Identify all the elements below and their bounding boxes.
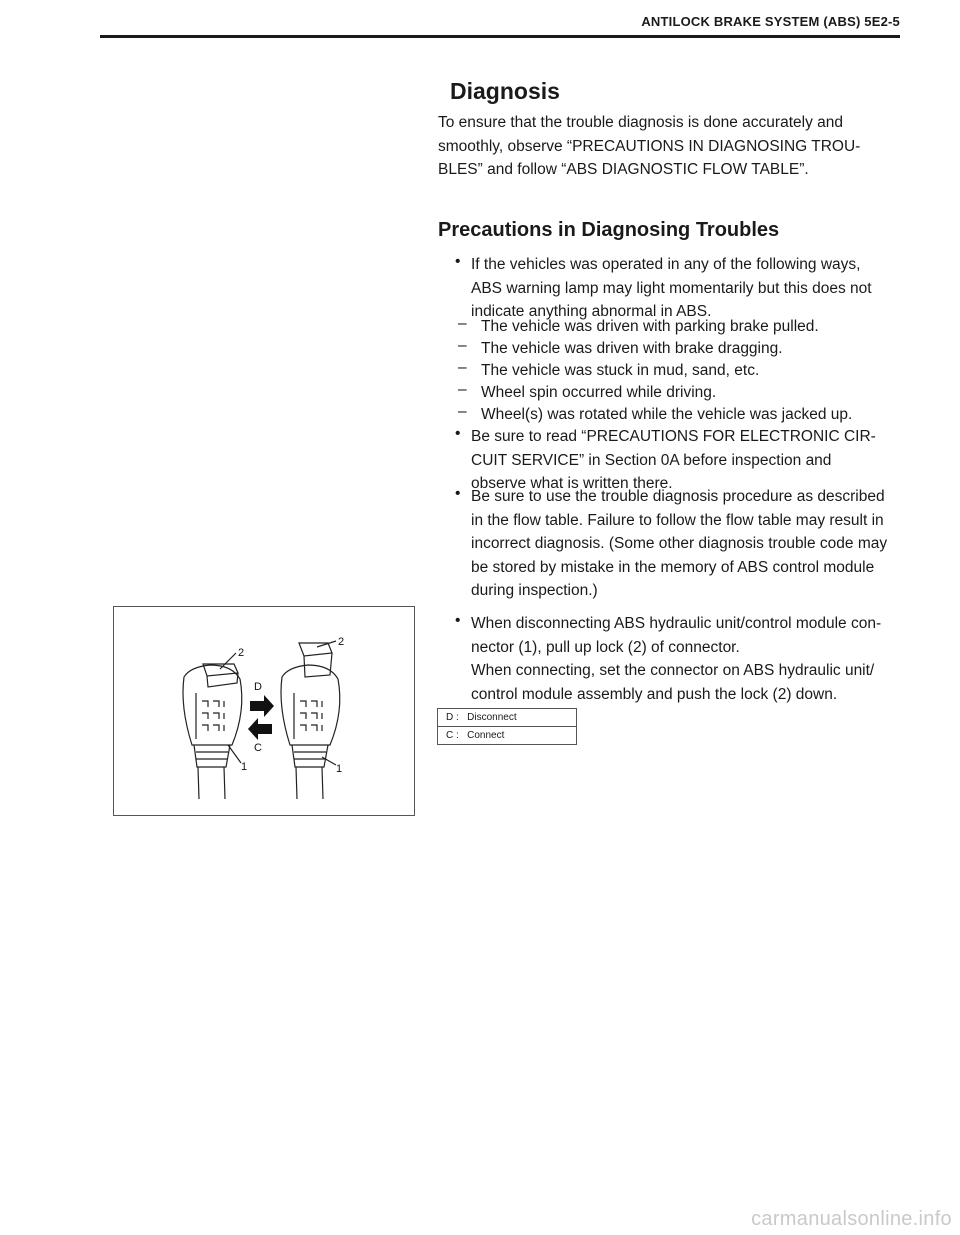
- legend-table: [437, 708, 577, 745]
- diagnosis-line-1: To ensure that the trouble diagnosis is done accurately and: [438, 114, 843, 131]
- dash-1-text: The vehicle was driven with parking brake pulled.: [481, 318, 819, 335]
- right-connector: [281, 643, 343, 799]
- bullet-4-line-4: control module assembly and push the lock (2) down.: [471, 685, 838, 703]
- label-conn-left: 1: [241, 761, 248, 773]
- section-heading-diagnosis: Diagnosis: [450, 78, 560, 104]
- arrow-connect-icon: [248, 718, 272, 740]
- bullet-3-line-2: in the flow table. Failure to follow the flow table may result in: [471, 511, 884, 529]
- header-rule: [100, 35, 900, 38]
- dash-2-text: The vehicle was driven with brake dragging.: [481, 340, 783, 357]
- label-conn-right: 1: [336, 763, 343, 775]
- legend-row-connect-cell: [438, 727, 577, 745]
- bullet-3-line-1: Be sure to use the trouble diagnosis procedure as described: [471, 488, 885, 505]
- diagnosis-line-3: BLES” and follow “ABS DIAGNOSTIC FLOW TABLE”.: [438, 161, 809, 178]
- arrow-disconnect-icon: [250, 695, 274, 717]
- label-lock-left: 2: [238, 647, 245, 659]
- connector-illustration: [113, 606, 415, 816]
- legend-row-disconnect: [438, 709, 577, 727]
- bullet-4-marker: •: [455, 612, 461, 629]
- connector-drawing: [114, 607, 414, 815]
- legend-value: Connect: [467, 730, 505, 741]
- page-header-title: ANTILOCK BRAKE SYSTEM (ABS) 5E2-5: [641, 14, 900, 29]
- section-heading-precautions: Precautions in Diagnosing Troubles: [438, 219, 780, 241]
- bullet-3-marker: •: [455, 485, 461, 502]
- dash-2-marker: –: [458, 337, 467, 354]
- bullet-1-line-3: indicate anything abnormal in ABS.: [471, 303, 712, 320]
- bullet-4-line-2: nector (1), pull up lock (2) of connector.: [471, 638, 740, 656]
- leader-lock-left: [220, 653, 236, 669]
- bullet-1-line-2: ABS warning lamp may light momentarily but this does not: [471, 279, 872, 297]
- label-lock-right: 2: [338, 636, 345, 648]
- bullet-2-line-1: Be sure to read “PRECAUTIONS FOR ELECTRONIC CIR-: [471, 428, 876, 445]
- dash-4-text: Wheel spin occurred while driving.: [481, 384, 717, 401]
- label-arrow-c: C: [254, 742, 262, 754]
- bullet-3-line-3: incorrect diagnosis. (Some other diagnosis trouble code may: [471, 535, 888, 552]
- leader-lock-right: [317, 641, 336, 647]
- diagnosis-line-2: smoothly, observe “PRECAUTIONS IN DIAGNOSING TROU-: [438, 137, 861, 155]
- bullet-2-line-2: CUIT SERVICE” in Section 0A before inspection and: [471, 451, 832, 469]
- bullet-4-line-1: When disconnecting ABS hydraulic unit/control module con-: [471, 615, 882, 632]
- bullet-2-line-3: observe what is written there.: [471, 475, 673, 492]
- dash-1-marker: –: [458, 315, 467, 332]
- bullet-1-line-1: If the vehicles was operated in any of the following ways,: [471, 256, 861, 273]
- leader-conn-left: [228, 745, 241, 763]
- dash-3-text: The vehicle was stuck in mud, sand, etc.: [481, 362, 760, 379]
- bullet-1-marker: •: [455, 253, 461, 270]
- bullet-4-line-3: When connecting, set the connector on ABS hydraulic unit/: [471, 662, 875, 679]
- bullet-3-line-4: be stored by mistake in the memory of ABS control module: [471, 558, 875, 576]
- legend-key: D :: [446, 712, 459, 723]
- dash-3-marker: –: [458, 359, 467, 376]
- watermark: carmanualsonline.info: [751, 1208, 952, 1230]
- legend-row-connect: [438, 727, 577, 745]
- legend-row-disconnect-cell: [438, 709, 577, 727]
- legend-key: C :: [446, 730, 459, 741]
- bullet-2-marker: •: [455, 425, 461, 442]
- dash-4-marker: –: [458, 381, 467, 398]
- dash-5-marker: –: [458, 403, 467, 420]
- label-arrow-d: D: [254, 681, 262, 693]
- legend-value: Disconnect: [467, 712, 517, 723]
- dash-5-text: Wheel(s) was rotated while the vehicle was jacked up.: [481, 406, 853, 423]
- bullet-3-line-5: during inspection.): [471, 582, 598, 599]
- left-connector: [183, 664, 242, 799]
